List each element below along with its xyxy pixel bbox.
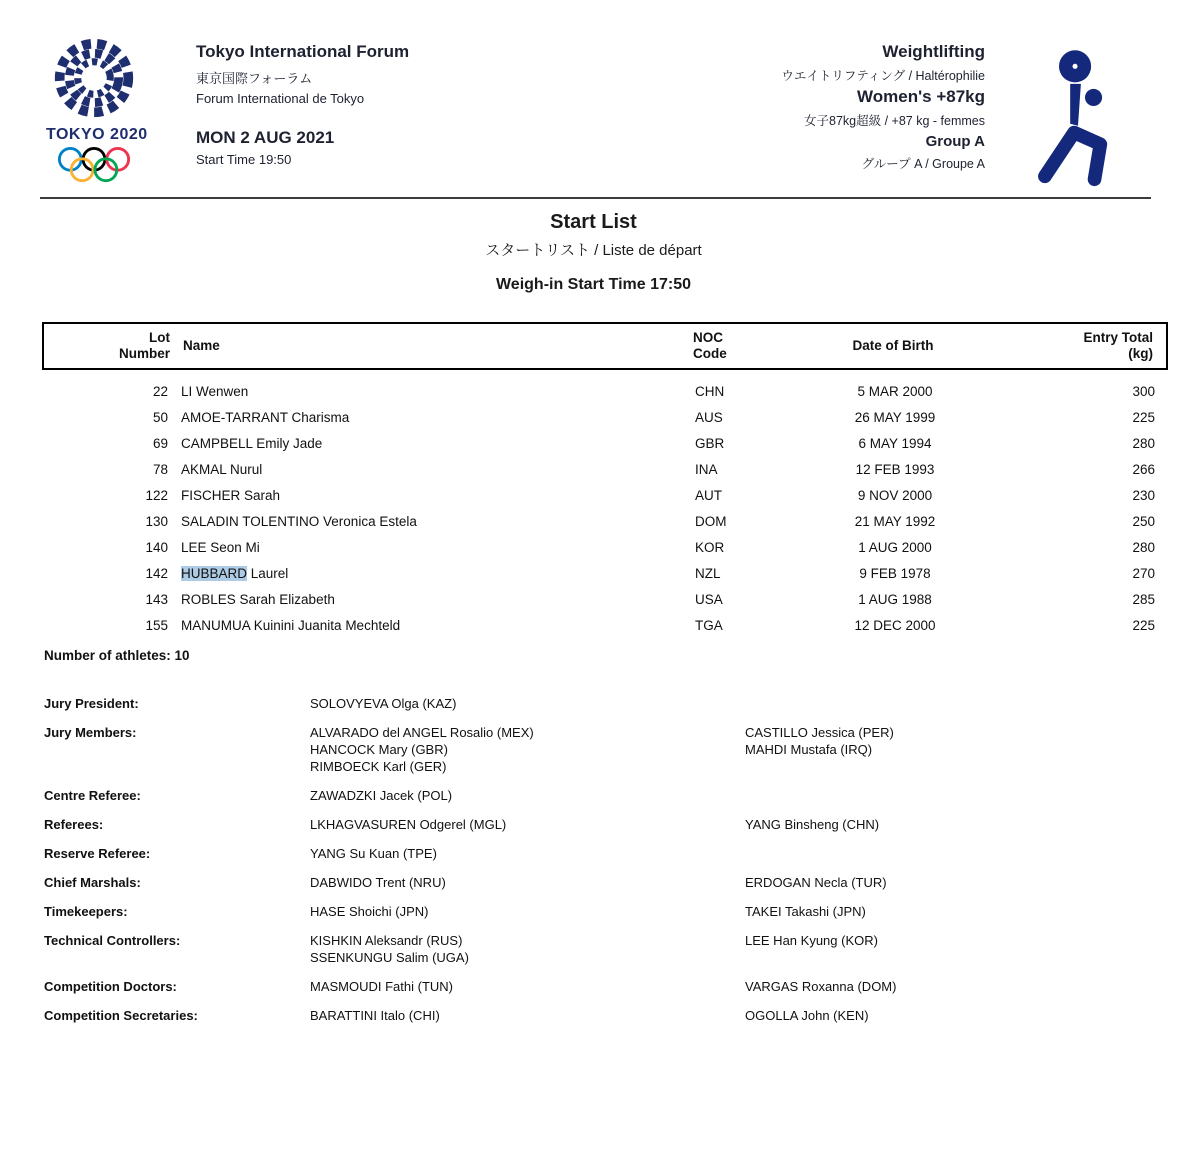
table-cell-name: ROBLES Sarah Elizabeth bbox=[181, 592, 335, 607]
official-names-col1 bbox=[310, 816, 745, 833]
official-names-col2 bbox=[745, 1007, 1154, 1024]
event-category: Women's +87kg bbox=[857, 87, 985, 106]
table-cell-dob: 5 MAR 2000 bbox=[857, 384, 933, 399]
table-cell-lot: 122 bbox=[145, 488, 168, 503]
official-name: YANG Binsheng (CHN) bbox=[745, 817, 880, 832]
title-block bbox=[0, 211, 1187, 294]
table-row bbox=[42, 431, 1168, 457]
table-cell-lot: 142 bbox=[145, 566, 168, 581]
event-group: Group A bbox=[925, 133, 985, 150]
event-block bbox=[781, 42, 985, 172]
official-role-label: Competition Secretaries: bbox=[44, 1008, 198, 1023]
document-title-translated: スタートリスト / Liste de départ bbox=[485, 242, 702, 259]
table-cell-name: MANUMUA Kuinini Juanita Mechteld bbox=[181, 618, 401, 633]
official-names-col2 bbox=[745, 978, 1154, 995]
official-role-label: Technical Controllers: bbox=[44, 933, 181, 948]
column-header-entry-total: Entry Total (kg) bbox=[1083, 330, 1153, 361]
official-names-col2 bbox=[745, 816, 1154, 833]
official-role-label: Competition Doctors: bbox=[44, 979, 177, 994]
table-cell-lot: 143 bbox=[145, 592, 168, 607]
table-cell-name: LEE Seon Mi bbox=[181, 540, 260, 555]
athlete-count: Number of athletes: 10 bbox=[44, 648, 190, 663]
venue-name-french: Forum International de Tokyo bbox=[196, 91, 365, 106]
table-cell-lot: 69 bbox=[152, 436, 168, 451]
table-cell-total: 285 bbox=[1132, 592, 1155, 607]
table-cell-lot: 50 bbox=[152, 410, 168, 425]
official-row bbox=[44, 724, 1154, 775]
official-row bbox=[44, 932, 1154, 966]
table-cell-total: 225 bbox=[1132, 618, 1155, 633]
officials-list bbox=[44, 695, 1154, 1036]
official-names-col1 bbox=[310, 978, 745, 995]
official-names-col1 bbox=[310, 932, 745, 966]
start-list-table bbox=[42, 322, 1168, 663]
official-names-col2 bbox=[745, 787, 1154, 804]
official-name: LKHAGVASUREN Odgerel (MGL) bbox=[310, 817, 507, 832]
table-cell-name: SALADIN TOLENTINO Veronica Estela bbox=[181, 514, 417, 529]
table-row bbox=[42, 587, 1168, 613]
official-role-label: Timekeepers: bbox=[44, 904, 128, 919]
table-cell-dob: 12 FEB 1993 bbox=[855, 462, 935, 477]
table-cell-noc: TGA bbox=[695, 618, 723, 633]
official-row bbox=[44, 903, 1154, 920]
event-group-translated: グループ A / Groupe A bbox=[861, 157, 985, 171]
sport-name: Weightlifting bbox=[882, 42, 985, 61]
official-row bbox=[44, 787, 1154, 804]
table-cell-total: 280 bbox=[1132, 540, 1155, 555]
table-cell-noc: KOR bbox=[695, 540, 725, 555]
document-title: Start List bbox=[550, 211, 637, 233]
official-names-col2 bbox=[745, 903, 1154, 920]
tokyo2020-logo bbox=[46, 34, 148, 184]
table-cell-lot: 140 bbox=[145, 540, 168, 555]
official-name: LEE Han Kyung (KOR) bbox=[745, 933, 878, 948]
sport-name-translated: ウエイトリフティング / Haltérophilie bbox=[781, 69, 985, 83]
table-cell-noc: USA bbox=[695, 592, 723, 607]
weightlifting-pictogram-icon bbox=[1038, 42, 1116, 193]
table-row bbox=[42, 405, 1168, 431]
table-cell-dob: 1 AUG 1988 bbox=[858, 592, 932, 607]
table-cell-lot: 78 bbox=[152, 462, 168, 477]
table-cell-name: AKMAL Nurul bbox=[181, 462, 263, 477]
table-cell-noc: GBR bbox=[695, 436, 725, 451]
table-cell-dob: 21 MAY 1992 bbox=[854, 514, 936, 529]
table-body bbox=[42, 370, 1168, 639]
table-cell-total: 230 bbox=[1132, 488, 1155, 503]
table-cell-noc: INA bbox=[695, 462, 718, 477]
official-name: TAKEI Takashi (JPN) bbox=[745, 904, 866, 919]
table-cell-lot: 155 bbox=[145, 618, 168, 633]
table-cell-dob: 9 NOV 2000 bbox=[857, 488, 933, 503]
tokyo2020-emblem-icon bbox=[50, 34, 138, 122]
official-name: CASTILLO Jessica (PER) bbox=[745, 725, 894, 740]
table-cell-name: AMOE-TARRANT Charisma bbox=[181, 410, 350, 425]
table-cell-total: 250 bbox=[1132, 514, 1155, 529]
table-cell-noc: AUT bbox=[695, 488, 722, 503]
official-row bbox=[44, 978, 1154, 995]
official-row bbox=[44, 874, 1154, 891]
venue-block bbox=[196, 42, 409, 167]
table-cell-name: FISCHER Sarah bbox=[181, 488, 281, 503]
event-category-translated: 女子87kg超級 / +87 kg - femmes bbox=[804, 114, 985, 128]
table-row bbox=[42, 561, 1168, 587]
table-row bbox=[42, 483, 1168, 509]
table-row bbox=[42, 379, 1168, 405]
table-cell-noc: AUS bbox=[695, 410, 723, 425]
official-name: MASMOUDI Fathi (TUN) bbox=[310, 979, 453, 994]
official-role-label: Referees: bbox=[44, 817, 104, 832]
table-cell-name: HUBBARD Laurel bbox=[181, 566, 289, 581]
official-name: SSENKUNGU Salim (UGA) bbox=[310, 950, 469, 965]
table-cell-noc: CHN bbox=[695, 384, 725, 399]
official-names-col2 bbox=[745, 932, 1154, 966]
official-name: HASE Shoichi (JPN) bbox=[310, 904, 429, 919]
official-role-label: Chief Marshals: bbox=[44, 875, 141, 890]
session-start-time: Start Time 19:50 bbox=[196, 152, 292, 167]
olympic-rings-icon bbox=[57, 146, 131, 184]
table-cell-total: 270 bbox=[1132, 566, 1155, 581]
table-cell-dob: 9 FEB 1978 bbox=[859, 566, 931, 581]
table-cell-total: 266 bbox=[1132, 462, 1155, 477]
weigh-in-time: Weigh-in Start Time 17:50 bbox=[495, 276, 691, 293]
official-names-col1 bbox=[310, 845, 745, 862]
table-cell-total: 225 bbox=[1132, 410, 1155, 425]
table-row bbox=[42, 613, 1168, 639]
table-row bbox=[42, 535, 1168, 561]
official-names-col1 bbox=[310, 1007, 745, 1024]
official-row bbox=[44, 816, 1154, 833]
official-name: SOLOVYEVA Olga (KAZ) bbox=[310, 696, 457, 711]
official-names-col1 bbox=[310, 787, 745, 804]
official-row bbox=[44, 1007, 1154, 1024]
tokyo2020-wordmark: TOKYO 2020 bbox=[46, 126, 148, 143]
header-divider bbox=[40, 197, 1151, 199]
venue-name-japanese: 東京国際フォーラム bbox=[196, 71, 313, 86]
official-names-col1 bbox=[310, 695, 745, 712]
official-name: BARATTINI Italo (CHI) bbox=[310, 1008, 440, 1023]
session-date: MON 2 AUG 2021 bbox=[196, 128, 335, 147]
official-name: ERDOGAN Necla (TUR) bbox=[745, 875, 887, 890]
table-cell-dob: 1 AUG 2000 bbox=[858, 540, 932, 555]
official-name: OGOLLA John (KEN) bbox=[745, 1008, 869, 1023]
official-name: DABWIDO Trent (NRU) bbox=[310, 875, 446, 890]
official-name: VARGAS Roxanna (DOM) bbox=[745, 979, 897, 994]
table-row bbox=[42, 457, 1168, 483]
table-cell-name: LI Wenwen bbox=[181, 384, 249, 399]
table-cell-lot: 22 bbox=[152, 384, 168, 399]
official-names-col1 bbox=[310, 903, 745, 920]
official-names-col2 bbox=[745, 874, 1154, 891]
official-names-col2 bbox=[745, 845, 1154, 862]
official-name: YANG Su Kuan (TPE) bbox=[310, 846, 437, 861]
official-names-col2 bbox=[745, 724, 1154, 775]
official-role-label: Jury Members: bbox=[44, 725, 137, 740]
column-header-date-of-birth: Date of Birth bbox=[852, 338, 934, 353]
official-role-label: Jury President: bbox=[44, 696, 139, 711]
table-header-row bbox=[42, 322, 1168, 370]
official-name: ALVARADO del ANGEL Rosalio (MEX) bbox=[310, 725, 534, 740]
official-role-label: Centre Referee: bbox=[44, 788, 141, 803]
official-name: MAHDI Mustafa (IRQ) bbox=[745, 742, 873, 757]
official-name: KISHKIN Aleksandr (RUS) bbox=[310, 933, 463, 948]
official-names-col1 bbox=[310, 874, 745, 891]
table-cell-noc: DOM bbox=[695, 514, 727, 529]
official-names-col2 bbox=[745, 695, 1154, 712]
table-cell-dob: 6 MAY 1994 bbox=[858, 436, 932, 451]
table-cell-noc: NZL bbox=[695, 566, 721, 581]
table-row bbox=[42, 509, 1168, 535]
column-header-noc-code: NOC Code bbox=[693, 330, 727, 361]
official-role-label: Reserve Referee: bbox=[44, 846, 151, 861]
column-header-name: Name bbox=[183, 338, 220, 353]
official-names-col1 bbox=[310, 724, 745, 775]
official-name: RIMBOECK Karl (GER) bbox=[310, 759, 447, 774]
official-name: HANCOCK Mary (GBR) bbox=[310, 742, 448, 757]
official-row bbox=[44, 845, 1154, 862]
table-cell-lot: 130 bbox=[145, 514, 168, 529]
table-cell-total: 300 bbox=[1132, 384, 1155, 399]
venue-name: Tokyo International Forum bbox=[196, 42, 410, 61]
table-cell-total: 280 bbox=[1132, 436, 1155, 451]
search-highlight: HUBBARD bbox=[181, 566, 248, 581]
official-row bbox=[44, 695, 1154, 712]
column-header-lot-number: Lot Number bbox=[118, 330, 170, 361]
table-cell-dob: 26 MAY 1999 bbox=[854, 410, 936, 425]
official-name: ZAWADZKI Jacek (POL) bbox=[310, 788, 453, 803]
table-cell-dob: 12 DEC 2000 bbox=[854, 618, 936, 633]
table-cell-name: CAMPBELL Emily Jade bbox=[181, 436, 323, 451]
